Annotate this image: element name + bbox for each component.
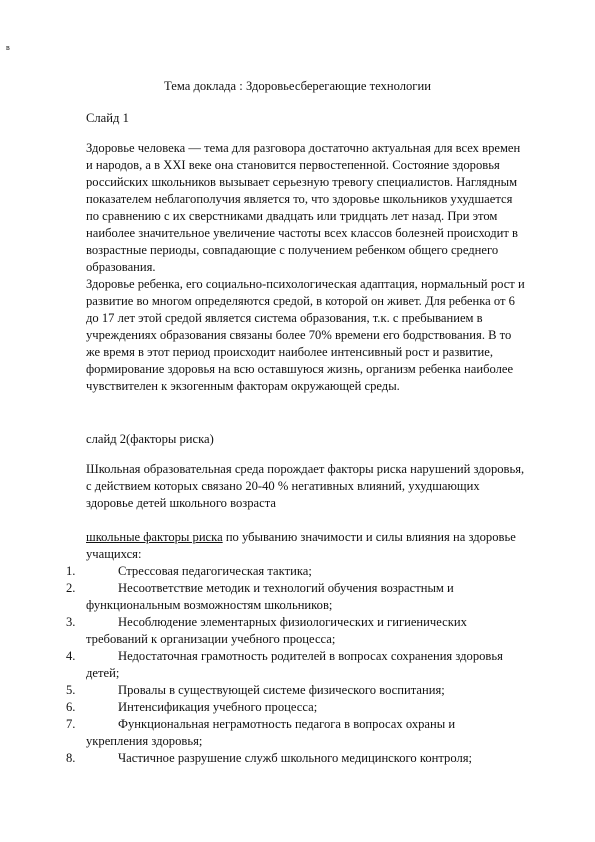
slide-2-label: слайд 2(факторы риска) (86, 432, 214, 446)
risk-factors-list (0, 563, 595, 767)
list-item-number: 1. (66, 564, 76, 578)
paragraph-health-relevance: Здоровье человека — тема для разговора достаточно актуальная для всех времен и народов, а в XXI веке она становится первостепенной. Состояние здоровья российских школьников вызывает серьезную тревогу специалистов. Наглядным показателем неблагополучия является то, что здоровье школьников ухудшается по сравнению с их сверстниками двадцать или тридцать лет назад. При этом наиболее значительное увеличение частоты всех классов болезней происходит в возрастные периоды, совпадающие с получением ребенком общего среднего образования. (86, 141, 521, 274)
list-item (0, 648, 516, 682)
list-item (0, 614, 516, 648)
list-item-number: 2. (66, 581, 76, 595)
list-item (0, 682, 516, 699)
list-item-text: Частичное разрушение служб школьного медицинского контроля; (118, 751, 473, 765)
list-item (0, 699, 516, 716)
risk-factors-heading: школьные факторы риска (86, 530, 223, 544)
list-item-text: Несоответствие методик и технологий обучения возрастным и функциональным возможностям школьников; (86, 581, 454, 612)
slide-1-body (86, 140, 526, 395)
list-item-text: Недостаточная грамотность родителей в вопросах сохранения здоровья детей; (86, 649, 503, 680)
list-item-text: Провалы в существующей системе физического воспитания; (118, 683, 445, 697)
risk-factors-intro-text: по убыванию значимости и силы влияния на здоровье учащихся: (86, 530, 516, 561)
list-item-number: 6. (66, 700, 76, 714)
list-item-text: Несоблюдение элементарных физиологических и гигиенических требований к организации учебного процесса; (86, 615, 467, 646)
list-item-number: 3. (66, 615, 76, 629)
page-marker: в (6, 43, 10, 52)
paragraph-child-health: Здоровье ребенка, его социально-психологическая адаптация, нормальный рост и развитие во многом определяются средой, в которой он живет. Для ребенка от 6 до 17 лет этой средой является система образования, т.к. с пребыванием в учреждениях образования связаны более 70% времени его бодрствования. В то же время в этот период происходит наиболее интенсивный рост и развитие, формирование здоровья на всю оставшуюся жизнь, организм ребенка наиболее чувствителен к экзогенным факторам окружающей среды. (86, 277, 525, 393)
list-item-number: 5. (66, 683, 76, 697)
list-item (0, 580, 516, 614)
list-item (0, 563, 516, 580)
slide-1-label: Слайд 1 (86, 111, 129, 125)
list-item-number: 8. (66, 751, 76, 765)
list-item (0, 750, 516, 767)
list-item (0, 716, 516, 750)
list-item-text: Стрессовая педагогическая тактика; (118, 564, 312, 578)
list-item-text: Функциональная неграмотность педагога в вопросах охраны и укрепления здоровья; (86, 717, 456, 748)
list-item-number: 4. (66, 649, 76, 663)
list-item-text: Интенсификация учебного процесса; (118, 700, 318, 714)
list-item-number: 7. (66, 717, 76, 731)
paragraph-school-environment: Школьная образовательная среда порождает факторы риска нарушений здоровья, с действием которых связано 20-40 % негативных влияний, ухудшающих здоровье детей школьного возраста (86, 462, 525, 510)
report-title: Тема доклада : Здоровьесберегающие технологии (164, 79, 431, 93)
risk-factors-intro (86, 529, 526, 563)
